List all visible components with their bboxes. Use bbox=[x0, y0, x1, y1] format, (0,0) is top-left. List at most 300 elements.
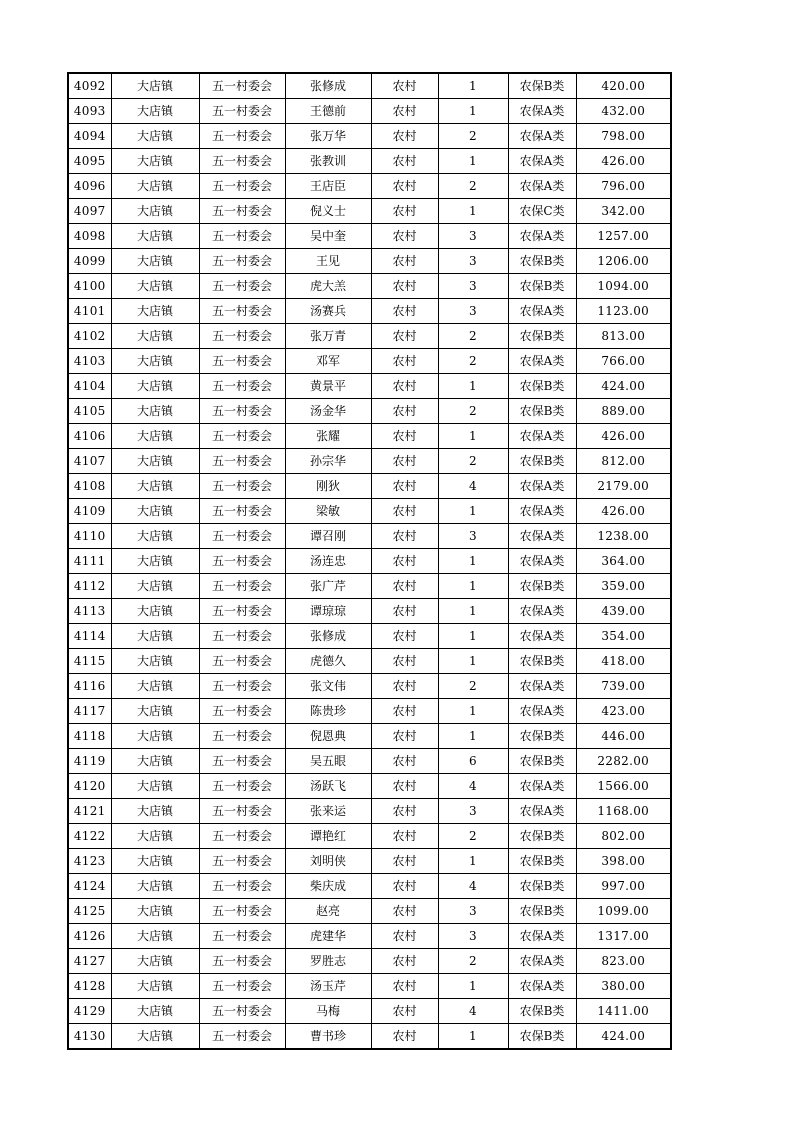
persons-cell: 1 bbox=[438, 649, 508, 674]
persons-cell: 1 bbox=[438, 374, 508, 399]
persons-cell: 3 bbox=[438, 249, 508, 274]
household-type-cell: 农村 bbox=[371, 299, 438, 324]
table-row bbox=[68, 924, 671, 949]
village-committee-cell: 五一村委会 bbox=[199, 924, 285, 949]
persons-cell: 1 bbox=[438, 99, 508, 124]
name-cell: 虎建华 bbox=[285, 924, 371, 949]
town-cell: 大店镇 bbox=[111, 624, 199, 649]
category-cell: 农保A类 bbox=[508, 424, 576, 449]
persons-cell: 6 bbox=[438, 749, 508, 774]
serial-number-cell: 4118 bbox=[68, 724, 111, 749]
serial-number-cell: 4112 bbox=[68, 574, 111, 599]
household-type-cell: 农村 bbox=[371, 699, 438, 724]
persons-cell: 3 bbox=[438, 524, 508, 549]
amount-cell: 426.00 bbox=[576, 149, 671, 174]
persons-cell: 1 bbox=[438, 499, 508, 524]
name-cell: 孙宗华 bbox=[285, 449, 371, 474]
amount-cell: 1099.00 bbox=[576, 899, 671, 924]
serial-number-cell: 4094 bbox=[68, 124, 111, 149]
table-row bbox=[68, 749, 671, 774]
name-cell: 谭艳红 bbox=[285, 824, 371, 849]
serial-number-cell: 4098 bbox=[68, 224, 111, 249]
persons-cell: 1 bbox=[438, 73, 508, 99]
town-cell: 大店镇 bbox=[111, 724, 199, 749]
serial-number-cell: 4126 bbox=[68, 924, 111, 949]
persons-cell: 3 bbox=[438, 799, 508, 824]
persons-cell: 1 bbox=[438, 199, 508, 224]
serial-number-cell: 4120 bbox=[68, 774, 111, 799]
town-cell: 大店镇 bbox=[111, 174, 199, 199]
serial-number-cell: 4128 bbox=[68, 974, 111, 999]
name-cell: 张广芹 bbox=[285, 574, 371, 599]
household-type-cell: 农村 bbox=[371, 849, 438, 874]
serial-number-cell: 4130 bbox=[68, 1024, 111, 1050]
name-cell: 吴中奎 bbox=[285, 224, 371, 249]
amount-cell: 418.00 bbox=[576, 649, 671, 674]
town-cell: 大店镇 bbox=[111, 799, 199, 824]
persons-cell: 4 bbox=[438, 999, 508, 1024]
amount-cell: 1123.00 bbox=[576, 299, 671, 324]
persons-cell: 1 bbox=[438, 574, 508, 599]
category-cell: 农保A类 bbox=[508, 224, 576, 249]
serial-number-cell: 4111 bbox=[68, 549, 111, 574]
serial-number-cell: 4119 bbox=[68, 749, 111, 774]
household-type-cell: 农村 bbox=[371, 424, 438, 449]
category-cell: 农保A类 bbox=[508, 774, 576, 799]
name-cell: 虎大羔 bbox=[285, 274, 371, 299]
household-type-cell: 农村 bbox=[371, 574, 438, 599]
household-type-cell: 农村 bbox=[371, 374, 438, 399]
household-type-cell: 农村 bbox=[371, 224, 438, 249]
village-committee-cell: 五一村委会 bbox=[199, 374, 285, 399]
category-cell: 农保B类 bbox=[508, 874, 576, 899]
town-cell: 大店镇 bbox=[111, 899, 199, 924]
town-cell: 大店镇 bbox=[111, 149, 199, 174]
name-cell: 谭召刚 bbox=[285, 524, 371, 549]
serial-number-cell: 4104 bbox=[68, 374, 111, 399]
persons-cell: 2 bbox=[438, 399, 508, 424]
table-row bbox=[68, 574, 671, 599]
town-cell: 大店镇 bbox=[111, 124, 199, 149]
amount-cell: 1317.00 bbox=[576, 924, 671, 949]
household-type-cell: 农村 bbox=[371, 999, 438, 1024]
name-cell: 吴五眼 bbox=[285, 749, 371, 774]
table-row bbox=[68, 474, 671, 499]
serial-number-cell: 4108 bbox=[68, 474, 111, 499]
town-cell: 大店镇 bbox=[111, 73, 199, 99]
table-row bbox=[68, 349, 671, 374]
household-type-cell: 农村 bbox=[371, 1024, 438, 1050]
amount-cell: 424.00 bbox=[576, 1024, 671, 1050]
serial-number-cell: 4093 bbox=[68, 99, 111, 124]
village-committee-cell: 五一村委会 bbox=[199, 749, 285, 774]
name-cell: 罗胜志 bbox=[285, 949, 371, 974]
village-committee-cell: 五一村委会 bbox=[199, 674, 285, 699]
table-row bbox=[68, 899, 671, 924]
name-cell: 赵亮 bbox=[285, 899, 371, 924]
household-type-cell: 农村 bbox=[371, 949, 438, 974]
table-row bbox=[68, 674, 671, 699]
amount-cell: 1257.00 bbox=[576, 224, 671, 249]
persons-cell: 1 bbox=[438, 599, 508, 624]
persons-cell: 4 bbox=[438, 874, 508, 899]
town-cell: 大店镇 bbox=[111, 849, 199, 874]
household-type-cell: 农村 bbox=[371, 624, 438, 649]
table-row bbox=[68, 224, 671, 249]
category-cell: 农保A类 bbox=[508, 924, 576, 949]
village-committee-cell: 五一村委会 bbox=[199, 424, 285, 449]
table-row bbox=[68, 449, 671, 474]
category-cell: 农保A类 bbox=[508, 474, 576, 499]
amount-cell: 2282.00 bbox=[576, 749, 671, 774]
name-cell: 汤跃飞 bbox=[285, 774, 371, 799]
household-type-cell: 农村 bbox=[371, 724, 438, 749]
village-committee-cell: 五一村委会 bbox=[199, 249, 285, 274]
household-type-cell: 农村 bbox=[371, 474, 438, 499]
name-cell: 张万华 bbox=[285, 124, 371, 149]
category-cell: 农保A类 bbox=[508, 174, 576, 199]
household-type-cell: 农村 bbox=[371, 399, 438, 424]
serial-number-cell: 4102 bbox=[68, 324, 111, 349]
serial-number-cell: 4116 bbox=[68, 674, 111, 699]
serial-number-cell: 4129 bbox=[68, 999, 111, 1024]
serial-number-cell: 4123 bbox=[68, 849, 111, 874]
category-cell: 农保B类 bbox=[508, 399, 576, 424]
name-cell: 谭琼琼 bbox=[285, 599, 371, 624]
name-cell: 汤连忠 bbox=[285, 549, 371, 574]
village-committee-cell: 五一村委会 bbox=[199, 399, 285, 424]
name-cell: 刚狄 bbox=[285, 474, 371, 499]
persons-cell: 3 bbox=[438, 924, 508, 949]
table-row bbox=[68, 724, 671, 749]
name-cell: 汤金华 bbox=[285, 399, 371, 424]
amount-cell: 359.00 bbox=[576, 574, 671, 599]
village-committee-cell: 五一村委会 bbox=[199, 324, 285, 349]
name-cell: 张教训 bbox=[285, 149, 371, 174]
persons-cell: 2 bbox=[438, 449, 508, 474]
town-cell: 大店镇 bbox=[111, 874, 199, 899]
amount-cell: 889.00 bbox=[576, 399, 671, 424]
table-row bbox=[68, 299, 671, 324]
household-type-cell: 农村 bbox=[371, 524, 438, 549]
village-committee-cell: 五一村委会 bbox=[199, 849, 285, 874]
table-row bbox=[68, 624, 671, 649]
amount-cell: 1094.00 bbox=[576, 274, 671, 299]
village-committee-cell: 五一村委会 bbox=[199, 349, 285, 374]
name-cell: 虎德久 bbox=[285, 649, 371, 674]
serial-number-cell: 4115 bbox=[68, 649, 111, 674]
category-cell: 农保B类 bbox=[508, 73, 576, 99]
category-cell: 农保B类 bbox=[508, 374, 576, 399]
serial-number-cell: 4092 bbox=[68, 73, 111, 99]
village-committee-cell: 五一村委会 bbox=[199, 99, 285, 124]
town-cell: 大店镇 bbox=[111, 999, 199, 1024]
amount-cell: 398.00 bbox=[576, 849, 671, 874]
amount-cell: 796.00 bbox=[576, 174, 671, 199]
category-cell: 农保B类 bbox=[508, 899, 576, 924]
category-cell: 农保B类 bbox=[508, 824, 576, 849]
household-type-cell: 农村 bbox=[371, 149, 438, 174]
household-type-cell: 农村 bbox=[371, 73, 438, 99]
category-cell: 农保B类 bbox=[508, 449, 576, 474]
name-cell: 张来运 bbox=[285, 799, 371, 824]
table-row bbox=[68, 949, 671, 974]
town-cell: 大店镇 bbox=[111, 549, 199, 574]
amount-cell: 364.00 bbox=[576, 549, 671, 574]
village-committee-cell: 五一村委会 bbox=[199, 574, 285, 599]
table-row bbox=[68, 524, 671, 549]
serial-number-cell: 4122 bbox=[68, 824, 111, 849]
name-cell: 汤玉芹 bbox=[285, 974, 371, 999]
category-cell: 农保B类 bbox=[508, 649, 576, 674]
table-row bbox=[68, 499, 671, 524]
table-row bbox=[68, 799, 671, 824]
table-row bbox=[68, 999, 671, 1024]
household-type-cell: 农村 bbox=[371, 499, 438, 524]
household-type-cell: 农村 bbox=[371, 549, 438, 574]
amount-cell: 812.00 bbox=[576, 449, 671, 474]
persons-cell: 1 bbox=[438, 849, 508, 874]
household-type-cell: 农村 bbox=[371, 899, 438, 924]
table-row bbox=[68, 73, 671, 99]
persons-cell: 1 bbox=[438, 1024, 508, 1050]
village-committee-cell: 五一村委会 bbox=[199, 449, 285, 474]
table-row bbox=[68, 699, 671, 724]
persons-cell: 4 bbox=[438, 474, 508, 499]
town-cell: 大店镇 bbox=[111, 449, 199, 474]
village-committee-cell: 五一村委会 bbox=[199, 699, 285, 724]
serial-number-cell: 4109 bbox=[68, 499, 111, 524]
town-cell: 大店镇 bbox=[111, 574, 199, 599]
persons-cell: 1 bbox=[438, 724, 508, 749]
persons-cell: 2 bbox=[438, 124, 508, 149]
amount-cell: 766.00 bbox=[576, 349, 671, 374]
amount-cell: 1238.00 bbox=[576, 524, 671, 549]
name-cell: 张修成 bbox=[285, 73, 371, 99]
category-cell: 农保A类 bbox=[508, 799, 576, 824]
serial-number-cell: 4124 bbox=[68, 874, 111, 899]
town-cell: 大店镇 bbox=[111, 924, 199, 949]
table-row bbox=[68, 274, 671, 299]
village-committee-cell: 五一村委会 bbox=[199, 224, 285, 249]
amount-cell: 439.00 bbox=[576, 599, 671, 624]
category-cell: 农保B类 bbox=[508, 274, 576, 299]
name-cell: 倪义士 bbox=[285, 199, 371, 224]
persons-cell: 1 bbox=[438, 624, 508, 649]
table-row bbox=[68, 824, 671, 849]
amount-cell: 1206.00 bbox=[576, 249, 671, 274]
category-cell: 农保A类 bbox=[508, 99, 576, 124]
name-cell: 倪恩典 bbox=[285, 724, 371, 749]
village-committee-cell: 五一村委会 bbox=[199, 874, 285, 899]
serial-number-cell: 4121 bbox=[68, 799, 111, 824]
name-cell: 汤赛兵 bbox=[285, 299, 371, 324]
category-cell: 农保A类 bbox=[508, 299, 576, 324]
town-cell: 大店镇 bbox=[111, 949, 199, 974]
town-cell: 大店镇 bbox=[111, 374, 199, 399]
table-row bbox=[68, 424, 671, 449]
amount-cell: 426.00 bbox=[576, 424, 671, 449]
table-row bbox=[68, 149, 671, 174]
category-cell: 农保A类 bbox=[508, 624, 576, 649]
category-cell: 农保B类 bbox=[508, 324, 576, 349]
village-committee-cell: 五一村委会 bbox=[199, 474, 285, 499]
town-cell: 大店镇 bbox=[111, 349, 199, 374]
serial-number-cell: 4107 bbox=[68, 449, 111, 474]
amount-cell: 420.00 bbox=[576, 73, 671, 99]
amount-cell: 342.00 bbox=[576, 199, 671, 224]
household-type-cell: 农村 bbox=[371, 649, 438, 674]
table-body bbox=[68, 73, 671, 1049]
town-cell: 大店镇 bbox=[111, 199, 199, 224]
table-row bbox=[68, 199, 671, 224]
household-type-cell: 农村 bbox=[371, 824, 438, 849]
town-cell: 大店镇 bbox=[111, 974, 199, 999]
town-cell: 大店镇 bbox=[111, 649, 199, 674]
category-cell: 农保A类 bbox=[508, 149, 576, 174]
village-committee-cell: 五一村委会 bbox=[199, 949, 285, 974]
village-committee-cell: 五一村委会 bbox=[199, 649, 285, 674]
serial-number-cell: 4127 bbox=[68, 949, 111, 974]
household-type-cell: 农村 bbox=[371, 124, 438, 149]
village-committee-cell: 五一村委会 bbox=[199, 724, 285, 749]
category-cell: 农保B类 bbox=[508, 249, 576, 274]
town-cell: 大店镇 bbox=[111, 424, 199, 449]
amount-cell: 739.00 bbox=[576, 674, 671, 699]
category-cell: 农保A类 bbox=[508, 549, 576, 574]
village-committee-cell: 五一村委会 bbox=[199, 199, 285, 224]
amount-cell: 1411.00 bbox=[576, 999, 671, 1024]
village-committee-cell: 五一村委会 bbox=[199, 774, 285, 799]
name-cell: 张耀 bbox=[285, 424, 371, 449]
category-cell: 农保B类 bbox=[508, 999, 576, 1024]
village-committee-cell: 五一村委会 bbox=[199, 499, 285, 524]
household-type-cell: 农村 bbox=[371, 774, 438, 799]
persons-cell: 2 bbox=[438, 824, 508, 849]
serial-number-cell: 4096 bbox=[68, 174, 111, 199]
serial-number-cell: 4117 bbox=[68, 699, 111, 724]
category-cell: 农保A类 bbox=[508, 674, 576, 699]
table-row bbox=[68, 774, 671, 799]
serial-number-cell: 4095 bbox=[68, 149, 111, 174]
town-cell: 大店镇 bbox=[111, 499, 199, 524]
table-row bbox=[68, 1024, 671, 1050]
amount-cell: 1168.00 bbox=[576, 799, 671, 824]
persons-cell: 3 bbox=[438, 274, 508, 299]
name-cell: 马梅 bbox=[285, 999, 371, 1024]
serial-number-cell: 4103 bbox=[68, 349, 111, 374]
table-row bbox=[68, 549, 671, 574]
household-type-cell: 农村 bbox=[371, 249, 438, 274]
table-row bbox=[68, 874, 671, 899]
persons-cell: 3 bbox=[438, 224, 508, 249]
amount-cell: 1566.00 bbox=[576, 774, 671, 799]
amount-cell: 813.00 bbox=[576, 324, 671, 349]
village-committee-cell: 五一村委会 bbox=[199, 174, 285, 199]
amount-cell: 424.00 bbox=[576, 374, 671, 399]
amount-cell: 997.00 bbox=[576, 874, 671, 899]
persons-cell: 1 bbox=[438, 974, 508, 999]
category-cell: 农保B类 bbox=[508, 724, 576, 749]
category-cell: 农保A类 bbox=[508, 349, 576, 374]
town-cell: 大店镇 bbox=[111, 274, 199, 299]
persons-cell: 3 bbox=[438, 299, 508, 324]
table-row bbox=[68, 399, 671, 424]
category-cell: 农保A类 bbox=[508, 949, 576, 974]
category-cell: 农保A类 bbox=[508, 524, 576, 549]
town-cell: 大店镇 bbox=[111, 99, 199, 124]
persons-cell: 2 bbox=[438, 324, 508, 349]
town-cell: 大店镇 bbox=[111, 774, 199, 799]
serial-number-cell: 4100 bbox=[68, 274, 111, 299]
village-committee-cell: 五一村委会 bbox=[199, 299, 285, 324]
serial-number-cell: 4099 bbox=[68, 249, 111, 274]
amount-cell: 2179.00 bbox=[576, 474, 671, 499]
household-type-cell: 农村 bbox=[371, 199, 438, 224]
village-committee-cell: 五一村委会 bbox=[199, 1024, 285, 1050]
serial-number-cell: 4110 bbox=[68, 524, 111, 549]
town-cell: 大店镇 bbox=[111, 524, 199, 549]
serial-number-cell: 4105 bbox=[68, 399, 111, 424]
category-cell: 农保A类 bbox=[508, 499, 576, 524]
category-cell: 农保A类 bbox=[508, 974, 576, 999]
table-row bbox=[68, 99, 671, 124]
town-cell: 大店镇 bbox=[111, 1024, 199, 1050]
household-type-cell: 农村 bbox=[371, 174, 438, 199]
household-type-cell: 农村 bbox=[371, 324, 438, 349]
village-committee-cell: 五一村委会 bbox=[199, 999, 285, 1024]
name-cell: 王店臣 bbox=[285, 174, 371, 199]
table-row bbox=[68, 374, 671, 399]
household-type-cell: 农村 bbox=[371, 599, 438, 624]
name-cell: 王德前 bbox=[285, 99, 371, 124]
amount-cell: 446.00 bbox=[576, 724, 671, 749]
persons-cell: 2 bbox=[438, 349, 508, 374]
serial-number-cell: 4125 bbox=[68, 899, 111, 924]
table-row bbox=[68, 249, 671, 274]
town-cell: 大店镇 bbox=[111, 324, 199, 349]
amount-cell: 426.00 bbox=[576, 499, 671, 524]
amount-cell: 423.00 bbox=[576, 699, 671, 724]
village-committee-cell: 五一村委会 bbox=[199, 824, 285, 849]
household-type-cell: 农村 bbox=[371, 924, 438, 949]
category-cell: 农保B类 bbox=[508, 574, 576, 599]
household-type-cell: 农村 bbox=[371, 749, 438, 774]
persons-cell: 1 bbox=[438, 424, 508, 449]
name-cell: 王见 bbox=[285, 249, 371, 274]
serial-number-cell: 4101 bbox=[68, 299, 111, 324]
name-cell: 张万青 bbox=[285, 324, 371, 349]
serial-number-cell: 4113 bbox=[68, 599, 111, 624]
serial-number-cell: 4114 bbox=[68, 624, 111, 649]
village-committee-cell: 五一村委会 bbox=[199, 274, 285, 299]
town-cell: 大店镇 bbox=[111, 599, 199, 624]
table-row bbox=[68, 174, 671, 199]
persons-cell: 3 bbox=[438, 899, 508, 924]
household-type-cell: 农村 bbox=[371, 449, 438, 474]
persons-cell: 1 bbox=[438, 549, 508, 574]
household-type-cell: 农村 bbox=[371, 99, 438, 124]
table-row bbox=[68, 849, 671, 874]
village-committee-cell: 五一村委会 bbox=[199, 524, 285, 549]
village-committee-cell: 五一村委会 bbox=[199, 624, 285, 649]
village-committee-cell: 五一村委会 bbox=[199, 73, 285, 99]
household-type-cell: 农村 bbox=[371, 349, 438, 374]
village-committee-cell: 五一村委会 bbox=[199, 124, 285, 149]
village-committee-cell: 五一村委会 bbox=[199, 899, 285, 924]
town-cell: 大店镇 bbox=[111, 224, 199, 249]
persons-cell: 1 bbox=[438, 149, 508, 174]
